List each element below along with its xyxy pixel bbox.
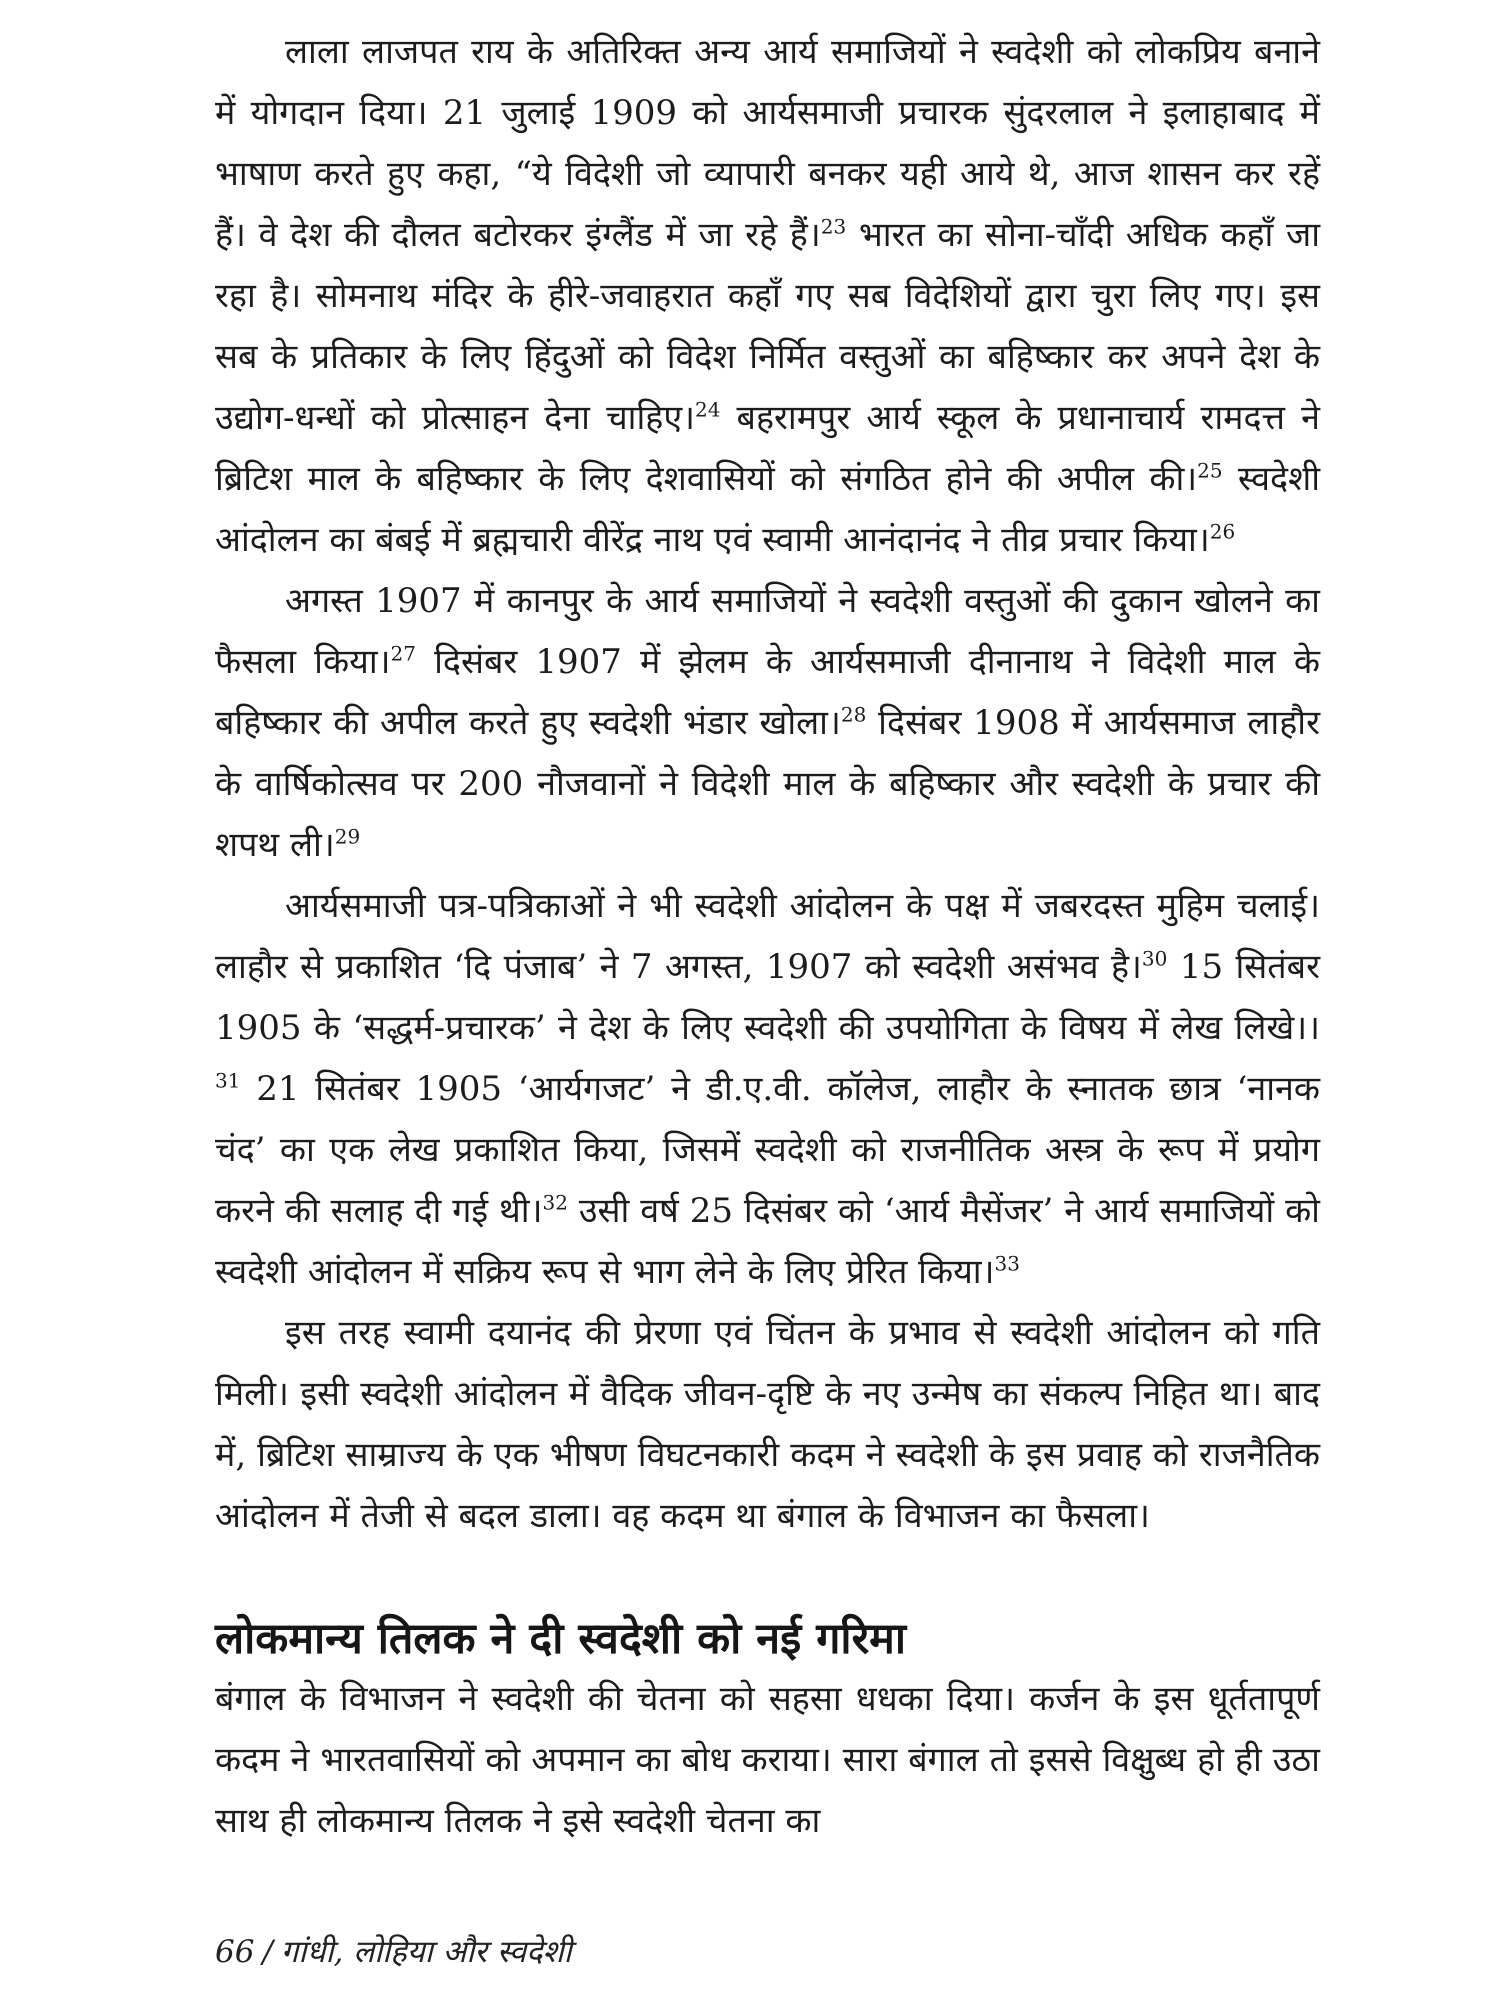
footnote-ref: 30 (1141, 946, 1168, 971)
text-run: लाला लाजपत राय के अतिरिक्त अन्य आर्य समाजियों ने स्वदेशी को लोकप्रिय बनाने में योगदान दिया। 21 जुलाई 1909 को आर्यसमाजी प्रचारक सुंदरलाल ने इलाहाबाद में भाषाण करते हुए कहा, “ये विदेशी जो व्यापारी बनकर यही आये थे, आज शासन कर रहें हैं। वे देश की दौलत बटोरकर इंग्लैंड में जा रहे हैं। (215, 32, 1320, 255)
footnote-ref: 26 (1209, 519, 1236, 544)
text-run: आर्यसमाजी पत्र-पत्रिकाओं ने भी स्वदेशी आंदोलन के पक्ष में जबरदस्त मुहिम चलाई। लाहौर से प्रकाशित ‘दि पंजाब’ ने 7 अगस्त, 1907 को स्वदेशी असंभव है। (215, 886, 1320, 987)
paragraph-3 (215, 876, 1320, 1303)
footnote-ref: 33 (994, 1251, 1020, 1276)
page-body (215, 22, 1320, 1852)
paragraph-2 (215, 571, 1320, 876)
paragraph-1 (215, 22, 1320, 571)
footnote-ref: 23 (820, 214, 847, 239)
footnote-ref: 25 (1197, 458, 1223, 483)
text-run: अगस्त 1907 में कानपुर के आर्य समाजियों ने स्वदेशी वस्तुओं की दुकान खोलने का फैसला किया। (215, 581, 1320, 682)
footnote-ref: 29 (334, 824, 361, 849)
footer-separator: / (262, 1934, 273, 1970)
text-run: 15 सितंबर 1905 के ‘सद्धर्म-प्रचारक’ ने देश के लिए स्वदेशी की उपयोगिता के विषय में लेख लिखे।। (215, 947, 1320, 1048)
book-title: गांधी, लोहिया और स्वदेशी (280, 1934, 572, 1970)
page-number: 66 (215, 1934, 255, 1970)
footnote-ref: 31 (215, 1068, 241, 1093)
text-run: 21 सितंबर 1905 ‘आर्यगजट’ ने डी.ए.वी. कॉलेज, लाहौर के स्नातक छात्र ‘नानक चंद’ का एक लेख प्रकाशित किया, जिसमें स्वदेशी को राजनीतिक अस्त्र के रूप में प्रयोग करने की सलाह दी गई थी। (215, 1069, 1320, 1231)
text-run: दिसंबर 1908 में आर्यसमाज लाहौर के वार्षिकोत्सव पर 200 नौजवानों ने विदेशी माल के बहिष्कार और स्वदेशी के प्रचार की शपथ ली। (215, 703, 1320, 865)
text-run: इस तरह स्वामी दयानंद की प्रेरणा एवं चिंतन के प्रभाव से स्वदेशी आंदोलन को गति मिली। इसी स्वदेशी आंदोलन में वैदिक जीवन-दृष्टि के नए उन्मेष का संकल्प निहित था। बाद में, ब्रिटिश साम्राज्य के एक भीषण विघटनकारी कदम ने स्वदेशी के इस प्रवाह को राजनैतिक आंदोलन में तेजी से बदल डाला। वह कदम था बंगाल के विभाजन का फैसला। (215, 1313, 1320, 1536)
text-run: बहरामपुर आर्य स्कूल के प्रधानाचार्य रामदत्त ने ब्रिटिश माल के बहिष्कार के लिए देशवासियों को संगठित होने की अपील की। (215, 398, 1320, 499)
footnote-ref: 27 (390, 641, 416, 666)
section-heading: लोकमान्य तिलक ने दी स्वदेशी को नई गरिमा (215, 1614, 907, 1664)
paragraph-4 (215, 1303, 1320, 1547)
text-run: दिसंबर 1907 में झेलम के आर्यसमाजी दीनानाथ ने विदेशी माल के बहिष्कार की अपील करते हुए स्वदेशी भंडार खोला। (215, 642, 1320, 743)
page-footer (215, 1930, 572, 1972)
footnote-ref: 32 (542, 1190, 568, 1215)
footnote-ref: 28 (840, 702, 867, 727)
footnote-ref: 24 (695, 397, 721, 422)
text-run: स्वदेशी आंदोलन का बंबई में ब्रह्मचारी वीरेंद्र नाथ एवं स्वामी आनंदानंद ने तीव्र प्रचार किया। (215, 459, 1321, 560)
text-run: उसी वर्ष 25 दिसंबर को ‘आर्य मैसेंजर’ ने आर्य समाजियों को स्वदेशी आंदोलन में सक्रिय रूप से भाग लेने के लिए प्रेरित किया। (215, 1191, 1320, 1292)
text-run: भारत का सोना-चाँदी अधिक कहाँ जा रहा है। सोमनाथ मंदिर के हीरे-जवाहरात कहाँ गए सब विदेशियों द्वारा चुरा लिए गए। इस सब के प्रतिकार के लिए हिंदुओं को विदेश निर्मित वस्तुओं का बहिष्कार कर अपने देश के उद्योग-धन्धों को प्रोत्साहन देना चाहिए। (215, 215, 1320, 438)
section-paragraph: बंगाल के विभाजन ने स्वदेशी की चेतना को सहसा धधका दिया। कर्जन के इस धूर्ततापूर्ण कदम ने भारतवासियों को अपमान का बोध कराया। सारा बंगाल तो इससे विक्षुब्ध हो ही उठा साथ ही लोकमान्य तिलक ने इसे स्वदेशी चेतना का (215, 1679, 1320, 1841)
